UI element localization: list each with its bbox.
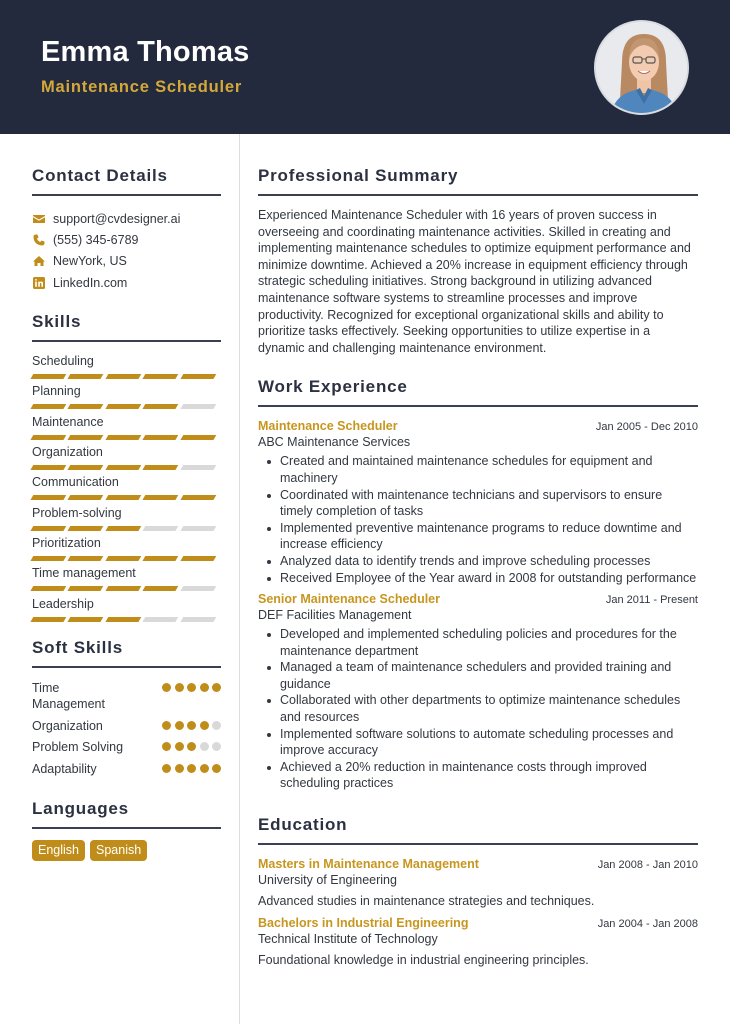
job-bullet: Analyzed data to identify trends and improve scheduling processes (258, 553, 698, 570)
skill-item (32, 505, 221, 535)
skill-segment-filled (68, 556, 104, 561)
skill-segment-filled (31, 465, 67, 470)
job-bullet: Implemented preventive maintenance programs to reduce downtime and increase efficiency (258, 520, 698, 553)
skill-level-bar (32, 374, 221, 379)
education-dates: Jan 2008 - Jan 2010 (597, 859, 698, 872)
contact-location (32, 251, 221, 272)
rating-dot-filled (187, 742, 196, 751)
main-content (258, 134, 698, 968)
skill-segment-filled (68, 465, 104, 470)
contact-location-text: NewYork, US (53, 254, 127, 269)
skill-segment-filled (180, 556, 216, 561)
linkedin-icon (32, 276, 45, 289)
skill-segment-empty (180, 404, 216, 409)
skill-label: Organization (32, 445, 103, 460)
job-bullet: Coordinated with maintenance technicians and supervisors to ensure timely completion of tasks (258, 487, 698, 520)
contact-email[interactable] (32, 208, 221, 229)
skill-segment-filled (105, 435, 141, 440)
skill-label: Scheduling (32, 354, 94, 369)
skill-segment-empty (143, 526, 179, 531)
skill-segment-filled (31, 526, 67, 531)
skill-segment-filled (105, 495, 141, 500)
soft-skill-label: Problem Solving (32, 740, 124, 755)
education-school: University of Engineering (258, 873, 397, 888)
education-header (258, 916, 698, 930)
skill-segment-filled (180, 374, 216, 379)
skill-segment-filled (68, 526, 104, 531)
rating-dot-filled (187, 721, 196, 730)
contact-linkedin-text: LinkedIn.com (53, 275, 128, 290)
skill-segment-filled (68, 404, 104, 409)
skill-label: Time management (32, 566, 136, 581)
skill-segment-filled (105, 617, 141, 622)
skill-label: Planning (32, 384, 81, 399)
skill-item (32, 353, 221, 383)
rating-dot-filled (175, 764, 184, 773)
languages-list (32, 840, 221, 861)
soft-skill-item (32, 680, 221, 713)
job-dates: Jan 2005 - Dec 2010 (595, 421, 698, 434)
skill-segment-filled (68, 374, 104, 379)
skill-segment-empty (180, 586, 216, 591)
skill-level-bar (32, 435, 221, 440)
soft-skill-item (32, 761, 221, 778)
rating-dot-filled (200, 721, 209, 730)
education-header (258, 857, 698, 871)
skill-segment-filled (180, 495, 216, 500)
job-bullet: Created and maintained maintenance schedules for equipment and machinery (258, 453, 698, 486)
skill-segment-filled (143, 374, 179, 379)
soft-skill-item (32, 718, 221, 735)
skill-segment-filled (143, 586, 179, 591)
skill-segment-filled (143, 465, 179, 470)
rating-dot-empty (200, 742, 209, 751)
skill-segment-filled (105, 465, 141, 470)
education-degree: Masters in Maintenance Management (258, 857, 479, 872)
education-description: Foundational knowledge in industrial engineering principles. (258, 953, 589, 968)
rating-dot-filled (162, 721, 171, 730)
jobs-list (258, 419, 698, 792)
job-role: Maintenance Scheduler (258, 419, 398, 434)
skill-segment-filled (68, 435, 104, 440)
job-header (258, 419, 698, 433)
skills-section (32, 312, 221, 626)
skills-list (32, 353, 221, 626)
skill-segment-filled (68, 586, 104, 591)
job-bullet: Managed a team of maintenance schedulers and provided training and guidance (258, 659, 698, 692)
job-bullets (258, 626, 698, 792)
job-role: Senior Maintenance Scheduler (258, 592, 440, 607)
languages-section (32, 799, 221, 861)
avatar (594, 20, 689, 115)
skill-item (32, 444, 221, 474)
experience-title: Work Experience (258, 377, 698, 407)
candidate-title: Maintenance Scheduler (41, 78, 243, 96)
skill-segment-filled (180, 435, 216, 440)
skill-segment-filled (105, 526, 141, 531)
job-entry (258, 592, 698, 792)
job-bullets (258, 453, 698, 586)
contact-phone[interactable] (32, 229, 221, 250)
soft-skill-rating (162, 742, 221, 751)
skill-level-bar (32, 465, 221, 470)
phone-icon (32, 233, 45, 246)
rating-dot-filled (212, 683, 221, 692)
skill-level-bar (32, 404, 221, 409)
job-bullet: Received Employee of the Year award in 2008 for outstanding performance (258, 570, 698, 587)
skill-segment-filled (31, 556, 67, 561)
skill-segment-filled (31, 495, 67, 500)
contact-section (32, 166, 221, 293)
soft-skill-rating (162, 764, 221, 773)
home-icon (32, 255, 45, 268)
job-header (258, 592, 698, 606)
skill-segment-filled (31, 435, 67, 440)
skill-segment-filled (143, 495, 179, 500)
rating-dot-filled (162, 683, 171, 692)
column-divider (239, 134, 240, 1024)
soft-skill-label: Adaptability (32, 761, 97, 776)
contact-list (32, 208, 221, 293)
rating-dot-filled (200, 764, 209, 773)
soft-skills-section (32, 638, 221, 778)
summary-text: Experienced Maintenance Scheduler with 16 years of proven success in overseeing and coordinating maintenance activities. Skilled in creating and implementing maintenance schedules to optimize equipment performance and minimize downtime. Achieved a 20% increase in equipment efficiency through strategic scheduling initiatives. Strong background in utilizing advanced maintenance software systems to streamline processes and improve productivity. Recognized for exceptional organizational skills and ability to prioritize tasks effectively. Seeking opportunities to utilize expertise in a dynamic and challenging maintenance environment. (258, 208, 691, 355)
rating-dot-filled (175, 721, 184, 730)
languages-title: Languages (32, 799, 221, 829)
skill-level-bar (32, 617, 221, 622)
summary-section (258, 166, 698, 356)
education-dates: Jan 2004 - Jan 2008 (597, 918, 698, 931)
rating-dot-filled (162, 742, 171, 751)
skill-item (32, 474, 221, 504)
job-company: ABC Maintenance Services (258, 435, 411, 450)
education-entry (258, 916, 698, 968)
contact-title: Contact Details (32, 166, 221, 196)
skill-segment-filled (143, 404, 179, 409)
skill-segment-filled (31, 374, 67, 379)
education-school: Technical Institute of Technology (258, 932, 438, 947)
skill-label: Communication (32, 475, 119, 490)
job-company: DEF Facilities Management (258, 608, 412, 623)
skill-item (32, 383, 221, 413)
skill-label: Problem-solving (32, 505, 122, 520)
soft-skill-rating (162, 683, 221, 692)
soft-skill-label: Time Management (32, 680, 105, 712)
education-description: Advanced studies in maintenance strategies and techniques. (258, 894, 595, 909)
skill-segment-filled (105, 586, 141, 591)
contact-phone-text: (555) 345-6789 (53, 232, 139, 247)
skill-item (32, 565, 221, 595)
language-badge: Spanish (90, 840, 147, 861)
skill-segment-empty (180, 465, 216, 470)
skill-level-bar (32, 526, 221, 531)
job-bullet: Collaborated with other departments to optimize maintenance schedules and resources (258, 692, 698, 725)
soft-skills-title: Soft Skills (32, 638, 221, 668)
education-section (258, 815, 698, 968)
skill-segment-empty (180, 526, 216, 531)
sidebar (32, 134, 221, 861)
rating-dot-filled (162, 764, 171, 773)
rating-dot-filled (200, 683, 209, 692)
rating-dot-filled (187, 683, 196, 692)
rating-dot-empty (212, 721, 221, 730)
skill-level-bar (32, 495, 221, 500)
language-badge: English (32, 840, 85, 861)
education-degree: Bachelors in Industrial Engineering (258, 916, 469, 931)
summary-title: Professional Summary (258, 166, 698, 196)
education-entry (258, 857, 698, 909)
rating-dot-filled (175, 742, 184, 751)
contact-email-text: support@cvdesigner.ai (53, 211, 181, 226)
soft-skill-item (32, 739, 221, 756)
skill-item (32, 414, 221, 444)
skill-label: Maintenance (32, 414, 104, 429)
rating-dot-empty (212, 742, 221, 751)
profile-photo-icon (596, 22, 689, 115)
skill-segment-filled (143, 435, 179, 440)
skill-segment-filled (105, 374, 141, 379)
skill-segment-filled (68, 617, 104, 622)
rating-dot-filled (175, 683, 184, 692)
contact-linkedin[interactable] (32, 272, 221, 293)
skill-segment-filled (105, 404, 141, 409)
rating-dot-filled (212, 764, 221, 773)
envelope-icon (32, 212, 45, 225)
skill-level-bar (32, 556, 221, 561)
job-bullet: Achieved a 20% reduction in maintenance costs through improved scheduling practices (258, 759, 698, 792)
skill-segment-empty (143, 617, 179, 622)
soft-skill-label: Organization (32, 718, 103, 733)
skill-segment-filled (68, 495, 104, 500)
skill-segment-filled (31, 617, 67, 622)
skill-segment-filled (31, 404, 67, 409)
skill-level-bar (32, 586, 221, 591)
resume-header (0, 0, 730, 134)
skill-item (32, 535, 221, 565)
rating-dot-filled (187, 764, 196, 773)
job-dates: Jan 2011 - Present (605, 594, 698, 607)
skill-segment-filled (105, 556, 141, 561)
job-bullet: Developed and implemented scheduling policies and procedures for the maintenance department (258, 626, 698, 659)
soft-skill-rating (162, 721, 221, 730)
job-bullet: Implemented software solutions to automate scheduling processes and improve accuracy (258, 726, 698, 759)
education-list (258, 857, 698, 968)
skill-label: Prioritization (32, 535, 101, 550)
soft-skills-list (32, 680, 221, 778)
experience-section (258, 377, 698, 792)
skills-title: Skills (32, 312, 221, 342)
skill-item (32, 596, 221, 626)
candidate-name: Emma Thomas (41, 36, 250, 68)
job-entry (258, 419, 698, 586)
skill-segment-filled (31, 586, 67, 591)
education-title: Education (258, 815, 698, 845)
skill-segment-filled (143, 556, 179, 561)
skill-label: Leadership (32, 596, 94, 611)
skill-segment-empty (180, 617, 216, 622)
